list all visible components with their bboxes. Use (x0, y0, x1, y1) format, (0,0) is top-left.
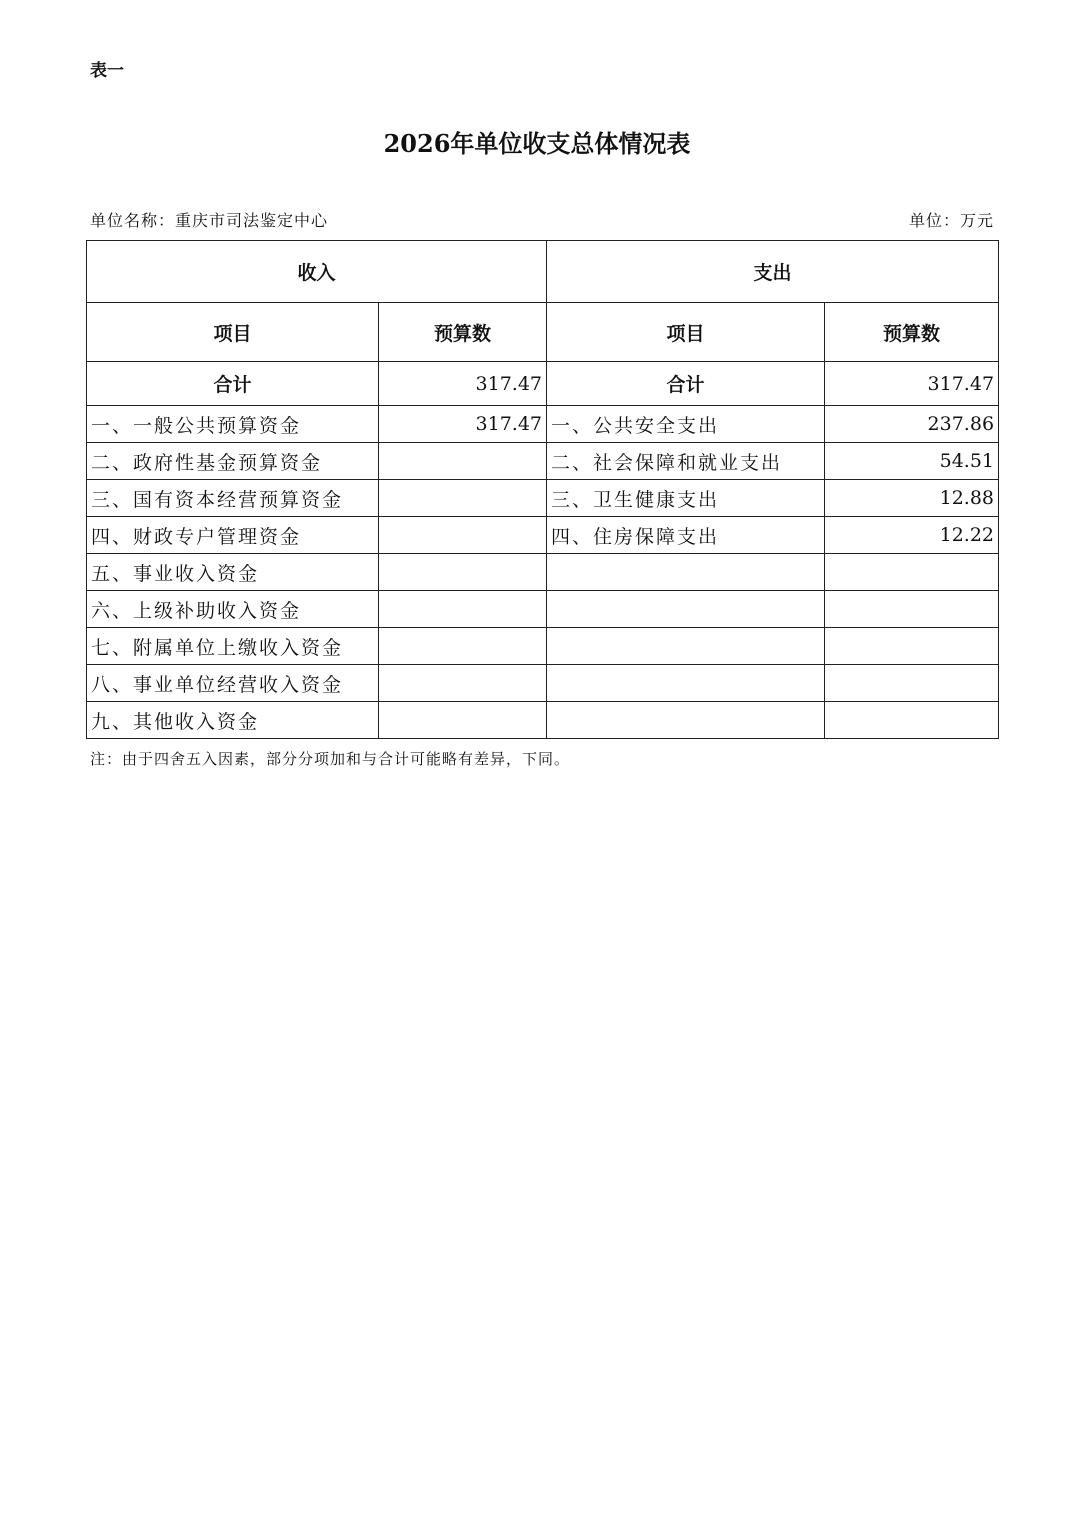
income-value (379, 517, 547, 554)
expense-value (825, 628, 999, 665)
income-header: 收入 (87, 241, 547, 303)
table-label: 表一 (90, 61, 124, 81)
expense-budget-header: 预算数 (825, 303, 999, 362)
income-budget-header: 预算数 (379, 303, 547, 362)
table-row (87, 702, 999, 739)
table-row (87, 480, 999, 517)
expense-value (825, 554, 999, 591)
income-total-label: 合计 (87, 362, 379, 406)
expense-total-label: 合计 (547, 362, 825, 406)
table-row (87, 628, 999, 665)
expense-item: 三、卫生健康支出 (547, 480, 825, 517)
expense-value: 54.51 (825, 443, 999, 480)
column-header-row (87, 303, 999, 362)
expense-item (547, 628, 825, 665)
expense-value: 237.86 (825, 406, 999, 443)
income-item: 七、附属单位上缴收入资金 (87, 628, 379, 665)
expense-item (547, 702, 825, 739)
total-row (87, 362, 999, 406)
income-item: 二、政府性基金预算资金 (87, 443, 379, 480)
page-title: 2026年单位收支总体情况表 (383, 129, 691, 158)
income-item: 五、事业收入资金 (87, 554, 379, 591)
income-value (379, 443, 547, 480)
income-value (379, 480, 547, 517)
income-value (379, 628, 547, 665)
expense-value (825, 702, 999, 739)
income-total-value: 317.47 (379, 362, 547, 406)
expense-item (547, 591, 825, 628)
expense-value: 12.22 (825, 517, 999, 554)
unit-name: 单位名称：重庆市司法鉴定中心 (90, 211, 329, 230)
income-item-header: 项目 (87, 303, 379, 362)
expense-header: 支出 (547, 241, 999, 303)
income-item: 四、财政专户管理资金 (87, 517, 379, 554)
expense-item: 二、社会保障和就业支出 (547, 443, 825, 480)
expense-value (825, 665, 999, 702)
expense-item (547, 554, 825, 591)
table-row (87, 443, 999, 480)
income-item: 九、其他收入资金 (87, 702, 379, 739)
expense-value: 12.88 (825, 480, 999, 517)
table-row (87, 591, 999, 628)
expense-item: 一、公共安全支出 (547, 406, 825, 443)
table-row (87, 665, 999, 702)
income-item: 三、国有资本经营预算资金 (87, 480, 379, 517)
unit-label: 单位：万元 (908, 211, 994, 230)
table-row (87, 406, 999, 443)
income-item: 六、上级补助收入资金 (87, 591, 379, 628)
expense-value (825, 591, 999, 628)
footnote: 注：由于四舍五入因素，部分分项加和与合计可能略有差异，下同。 (90, 750, 571, 768)
income-item: 八、事业单位经营收入资金 (87, 665, 379, 702)
income-value (379, 665, 547, 702)
table-row (87, 554, 999, 591)
section-header-row (87, 241, 999, 303)
income-value: 317.47 (379, 406, 547, 443)
expense-item: 四、住房保障支出 (547, 517, 825, 554)
expense-item (547, 665, 825, 702)
budget-table (86, 240, 999, 739)
income-item: 一、一般公共预算资金 (87, 406, 379, 443)
income-value (379, 554, 547, 591)
table-row (87, 517, 999, 554)
income-value (379, 702, 547, 739)
expense-item-header: 项目 (547, 303, 825, 362)
expense-total-value: 317.47 (825, 362, 999, 406)
income-value (379, 591, 547, 628)
